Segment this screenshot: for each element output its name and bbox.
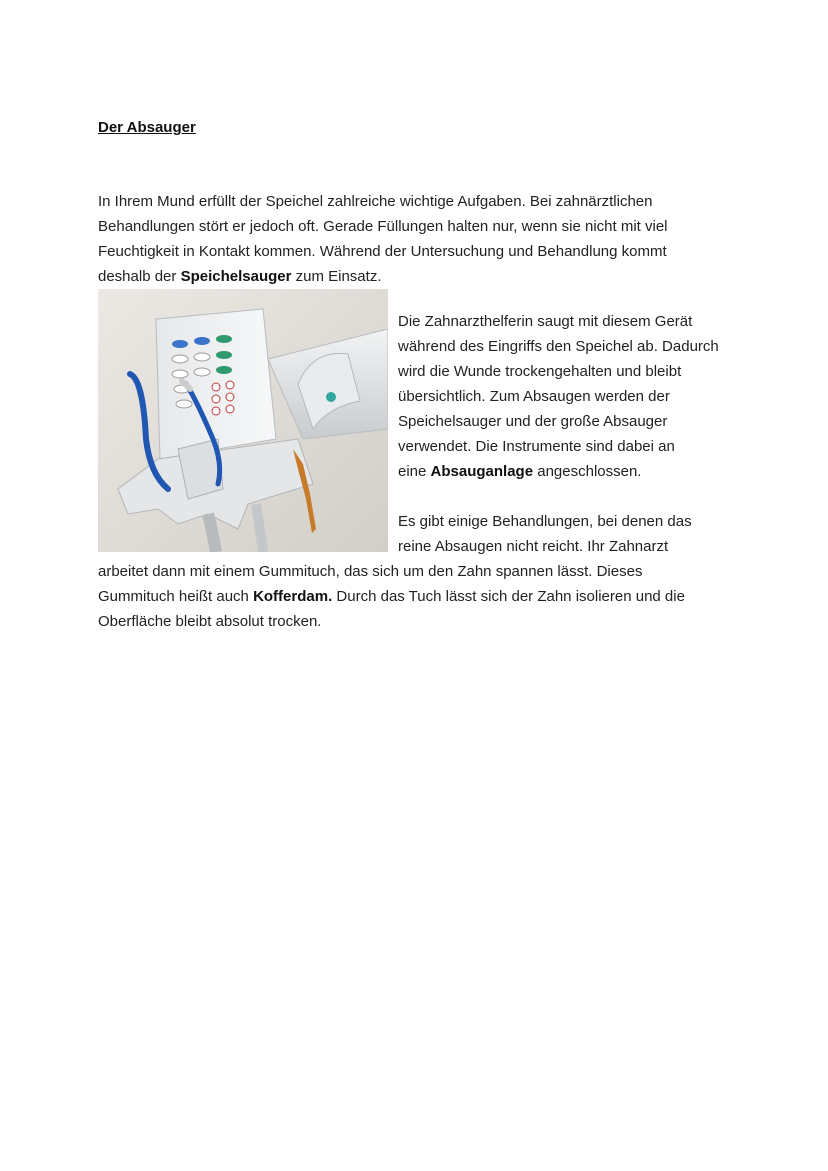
intro-paragraph (98, 189, 734, 289)
document-title: Der Absauger (98, 119, 196, 136)
dental-suction-unit-icon (98, 289, 388, 552)
para3-line-5: Oberfläche bleibt absolut trocken. (98, 613, 322, 630)
para2-line-4: übersichtlich. Zum Absaugen werden der (398, 388, 670, 405)
absauganlage-term: Absauganlage (430, 463, 534, 480)
dental-suction-unit-photo (98, 289, 388, 552)
intro-line-2: Behandlungen stört er jedoch oft. Gerade Füllungen halten nur, wenn sie nicht mit viel (98, 218, 668, 235)
para3-line-2: reine Absaugen nicht reicht. Ihr Zahnarzt (398, 538, 669, 555)
page-content (98, 116, 734, 634)
intro-line-4a: deshalb der (98, 268, 181, 285)
para2-line-6: verwendet. Die Instrumente sind dabei an (398, 438, 675, 455)
para2-line-5: Speichelsauger und der große Absauger (398, 413, 668, 430)
para3-line-3: arbeitet dann mit einem Gummituch, das sich um den Zahn spannen lässt. Dieses (98, 563, 643, 580)
kofferdam-term: Kofferdam. (253, 588, 333, 605)
para3-line-4a: Gummituch heißt auch (98, 588, 254, 605)
speichelsauger-term: Speichelsauger (180, 268, 292, 285)
para2-line-7b: angeschlossen. (533, 463, 642, 480)
para2-line-2: während des Eingriffs den Speichel ab. Dadurch (398, 338, 719, 355)
intro-line-4b: zum Einsatz. (291, 268, 382, 285)
para2-line-7a: eine (398, 463, 431, 480)
para2-line-3: wird die Wunde trockengehalten und bleibt (398, 363, 682, 380)
para3-line-1: Es gibt einige Behandlungen, bei denen das (398, 513, 692, 530)
intro-line-3: Feuchtigkeit in Kontakt kommen. Während der Untersuchung und Behandlung kommt (98, 243, 667, 260)
para2-line-1: Die Zahnarzthelferin saugt mit diesem Gerät (398, 313, 693, 330)
para3-line-4b: Durch das Tuch lässt sich der Zahn isolieren und die (332, 588, 685, 605)
intro-line-1: In Ihrem Mund erfüllt der Speichel zahlreiche wichtige Aufgaben. Bei zahnärztlichen (98, 193, 653, 210)
